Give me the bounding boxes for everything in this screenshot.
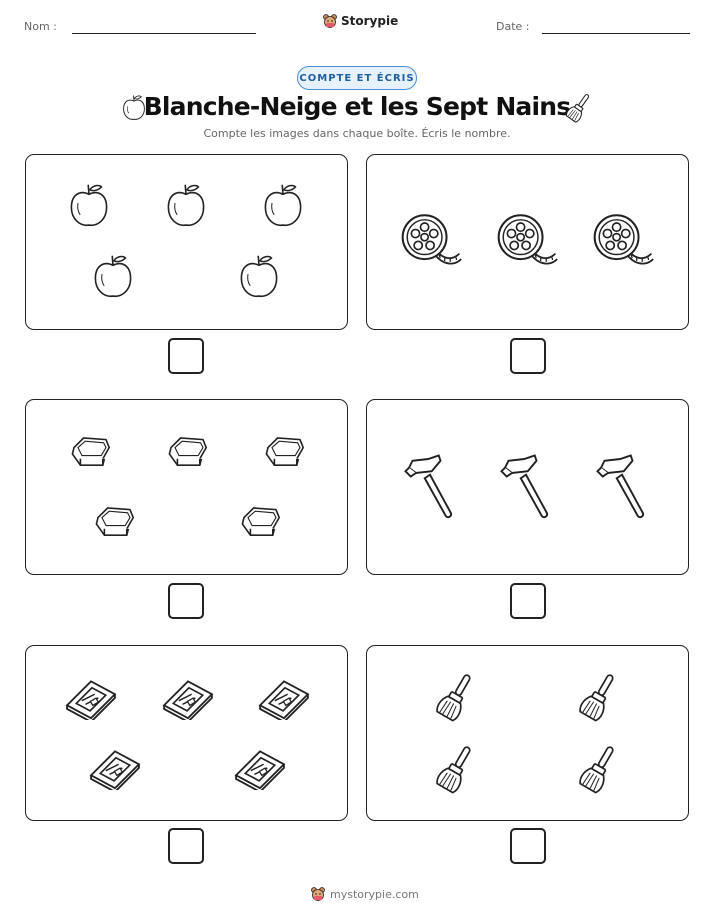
date-label: Date : [496,20,530,33]
hammer-icon [499,452,553,522]
film-reel-icon [399,211,463,267]
brand-name: Storypie [341,14,399,28]
instructions: Compte les images dans chaque boîte. Écris le nombre. [203,127,511,140]
film-reel-icon [495,211,559,267]
brush-icon [428,665,483,727]
exercise-box-mousetraps [25,645,348,821]
exercise-box-hammers [366,399,689,575]
brand-logo [322,13,398,29]
answer-box-apples[interactable] [168,338,204,374]
coffin-icon [66,430,114,470]
hammer-icon [403,452,457,522]
name-line[interactable] [72,33,256,34]
mascot-icon [310,886,326,902]
apple-icon [91,253,135,301]
hammer-icon [595,452,649,522]
exercise-box-coffins [25,399,348,575]
apple-icon [164,182,208,230]
brush-icon [571,665,626,727]
answer-box-brushes[interactable] [510,828,546,864]
activity-badge: COMPTE ET ÉCRIS [297,66,417,90]
mousetrap-icon [256,674,312,720]
footer [310,886,419,902]
exercise-box-apples [25,154,348,330]
apple-icon [261,182,305,230]
name-label: Nom : [24,20,57,33]
date-line[interactable] [542,33,690,34]
exercise-box-brushes [366,645,689,821]
coffin-icon [260,430,308,470]
mascot-icon [322,13,338,29]
coffin-icon [163,430,211,470]
mousetrap-icon [232,744,288,790]
answer-box-coffins[interactable] [168,583,204,619]
mousetrap-icon [160,674,216,720]
mousetrap-icon [87,744,143,790]
footer-url[interactable]: mystorypie.com [330,887,419,901]
answer-box-hammers[interactable] [510,583,546,619]
exercise-box-film-reels [366,154,689,330]
coffin-icon [236,500,284,540]
apple-icon [237,253,281,301]
apple-icon [67,182,111,230]
answer-box-mousetraps[interactable] [168,828,204,864]
brush-icon [571,737,626,799]
page-title: Blanche-Neige et les Sept Nains [143,92,571,121]
film-reel-icon [591,211,655,267]
coffin-icon [90,500,138,540]
brush-icon [428,737,483,799]
answer-box-film-reels[interactable] [510,338,546,374]
mousetrap-icon [63,674,119,720]
